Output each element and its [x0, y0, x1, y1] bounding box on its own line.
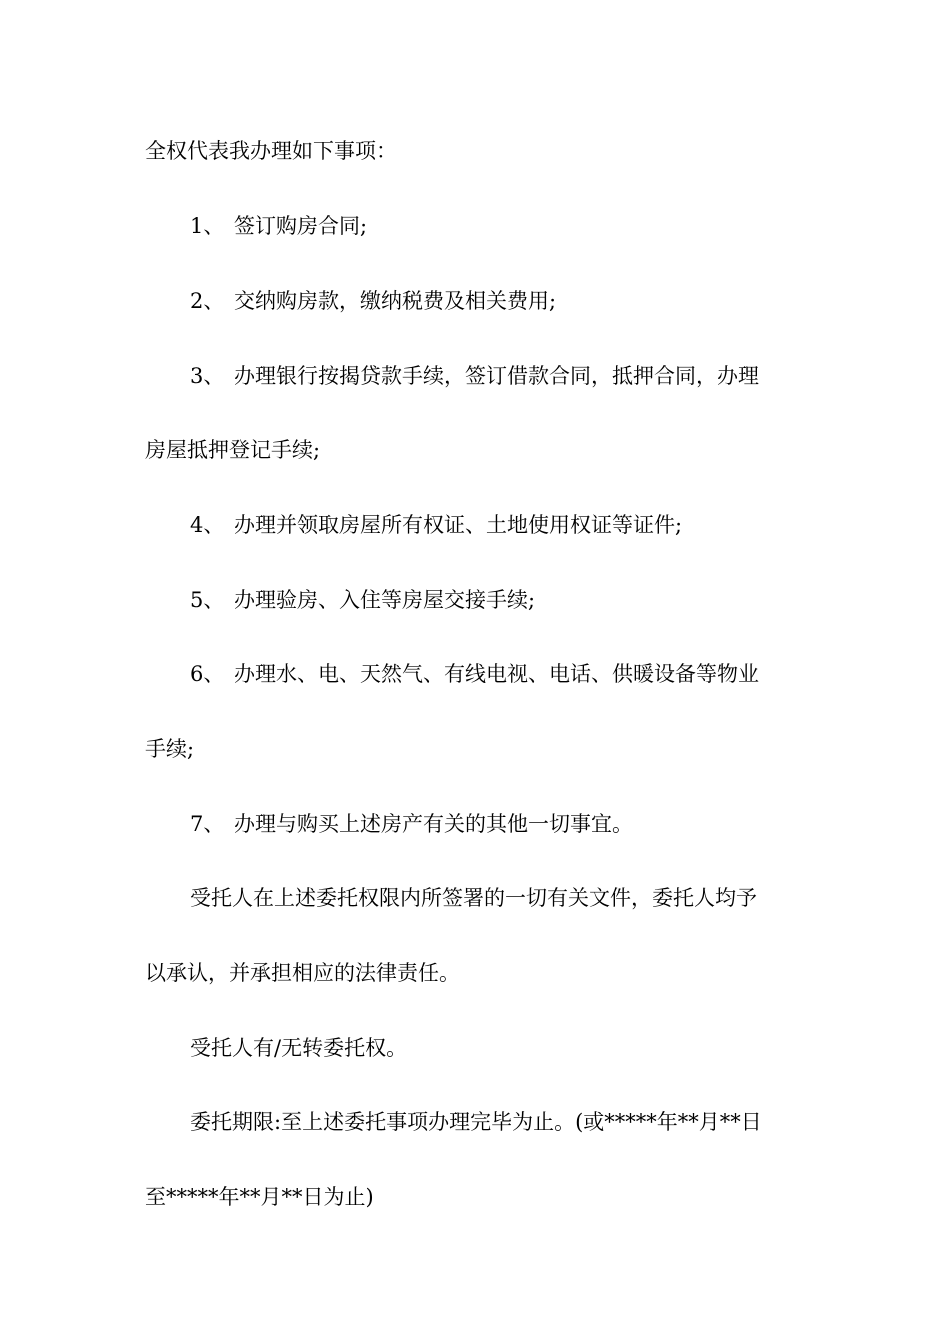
list-number: 1、: [190, 214, 225, 238]
line-text: 以承认，并承担相应的法律责任。: [145, 961, 460, 985]
list-item-3: [190, 362, 759, 390]
list-number: 3、: [190, 364, 225, 388]
line-text: 手续;: [145, 737, 195, 761]
list-number: 4、: [190, 513, 225, 537]
intro-line: [145, 137, 397, 165]
line-text: 受托人有/无转委托权。: [190, 1036, 408, 1060]
list-item-5: [190, 586, 535, 614]
list-item-6-continuation: [145, 735, 194, 763]
list-text: 交纳购房款，缴纳税费及相关费用;: [234, 289, 557, 313]
list-item-4: [190, 511, 682, 539]
line-text: 至*****年**月**日为止): [145, 1185, 374, 1209]
line-text: 房屋抵押登记手续;: [145, 438, 321, 462]
paragraph-subdelegation: [190, 1034, 407, 1062]
paragraph-liability: [190, 884, 757, 912]
list-number: 6、: [190, 662, 225, 686]
list-text: 签订购房合同;: [234, 214, 368, 238]
list-number: 7、: [190, 812, 225, 836]
list-number: 5、: [190, 588, 225, 612]
list-item-3-continuation: [145, 436, 320, 464]
line-text: 全权代表我办理如下事项：: [145, 139, 397, 163]
paragraph-liability-continuation: [145, 959, 460, 987]
paragraph-term-continuation: [145, 1183, 374, 1211]
list-text: 办理水、电、天然气、有线电视、电话、供暖设备等物业: [234, 662, 759, 686]
list-text: 办理并领取房屋所有权证、土地使用权证等证件;: [234, 513, 683, 537]
list-text: 办理验房、入住等房屋交接手续;: [234, 588, 536, 612]
list-item-7: [190, 810, 633, 838]
list-number: 2、: [190, 289, 225, 313]
list-text: 办理银行按揭贷款手续，签订借款合同，抵押合同，办理: [234, 364, 759, 388]
list-item-1: [190, 212, 367, 240]
list-text: 办理与购买上述房产有关的其他一切事宜。: [234, 812, 633, 836]
list-item-6: [190, 660, 759, 688]
line-text: 委托期限:至上述委托事项办理完毕为止。(或*****年**月**日: [190, 1110, 762, 1134]
list-item-2: [190, 287, 556, 315]
paragraph-term: [190, 1108, 762, 1136]
line-text: 受托人在上述委托权限内所签署的一切有关文件，委托人均予: [190, 886, 757, 910]
